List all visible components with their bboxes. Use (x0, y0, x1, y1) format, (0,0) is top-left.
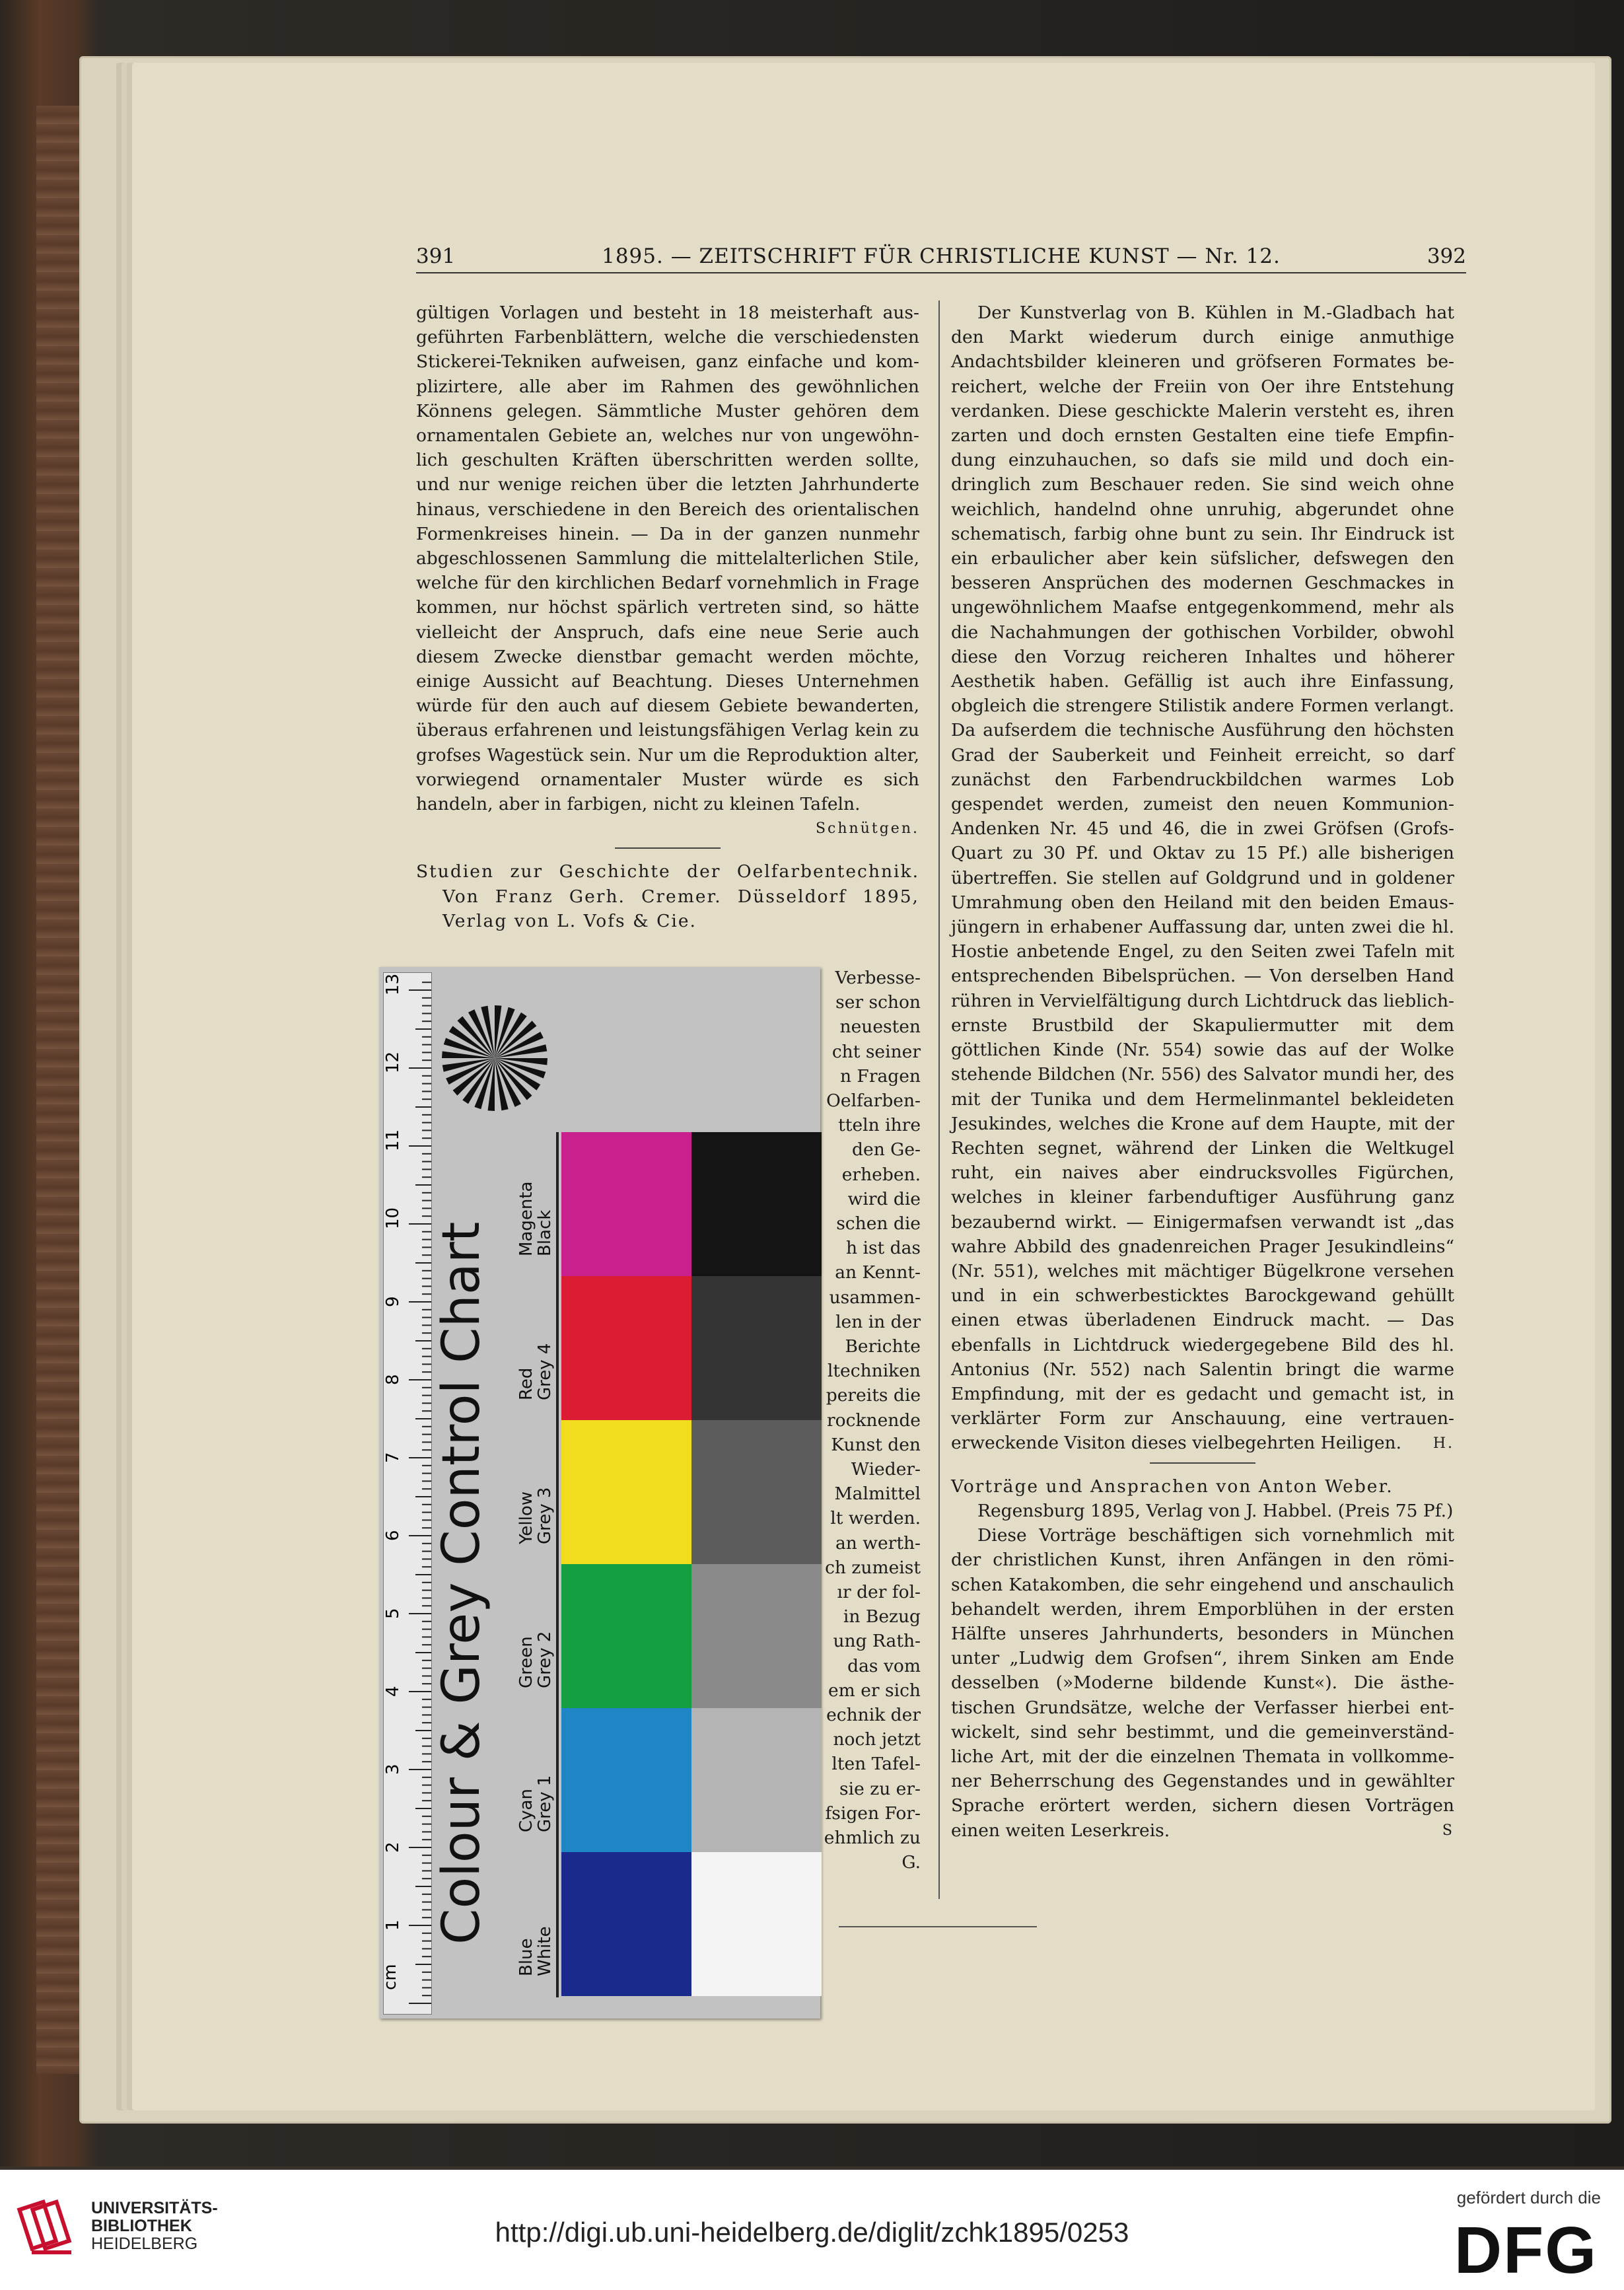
left-column (416, 301, 919, 933)
color-label: Magenta (516, 1181, 536, 1256)
text-fragment: ır der fol- (837, 1582, 921, 1602)
section-separator (615, 847, 721, 849)
text-fragment: lten Tafel- (831, 1754, 921, 1775)
review-subheading-weber: Regensburg 1895, Verlag von J. Habbel. (Preis 75 Pf.) (977, 1500, 1454, 1521)
permalink-url[interactable]: http://digi.ub.uni-heidelberg.de/diglit/zchk1895/0253 (495, 2217, 1129, 2248)
text-fragment: Kunst den (831, 1434, 921, 1455)
registration-starburst-icon (442, 1005, 547, 1111)
grey-swatch (691, 1132, 822, 1276)
text-fragment: ehmlich zu (824, 1828, 921, 1848)
text-fragment: usammen- (829, 1287, 921, 1308)
text-fragment: G. (901, 1852, 921, 1873)
text-fragment: an Kennt- (835, 1262, 921, 1283)
signature-h: H. (1432, 1435, 1454, 1452)
grey-label: Grey 1 (535, 1775, 555, 1832)
right-column (951, 301, 1454, 1843)
text-fragment: ung Rath- (833, 1631, 921, 1652)
library-line-1: UNIVERSITÄTS- (91, 2199, 218, 2217)
grey-swatch (691, 1564, 822, 1708)
label-strip (556, 1132, 559, 1997)
text-fragment: echnik der (826, 1705, 921, 1725)
text-fragment: ch zumeist (825, 1557, 921, 1578)
funding-note: gefördert durch die (1456, 2188, 1601, 2207)
text-fragment: lt werden. (830, 1508, 921, 1529)
text-fragment: fsigen For- (825, 1803, 921, 1824)
color-swatch (561, 1420, 691, 1564)
color-swatch (561, 1564, 691, 1708)
text-fragment: erheben. (841, 1164, 921, 1185)
text-fragment: tteln ihre (838, 1115, 921, 1136)
ruler-number: 10 (383, 1207, 403, 1229)
section-separator (1150, 1462, 1255, 1464)
signature-schnuetgen: Schnütgen. (815, 820, 919, 838)
ruler-ticks (380, 973, 431, 2014)
page-number-right: 392 (1427, 244, 1466, 268)
grey-label: Grey 4 (535, 1343, 555, 1400)
ruler-number: 7 (383, 1452, 403, 1463)
page-number-left: 391 (416, 244, 456, 268)
text-fragment: noch jetzt (833, 1729, 921, 1750)
grey-swatch (691, 1420, 822, 1564)
text-fragment: an werth- (835, 1532, 921, 1554)
grey-label: Grey 3 (535, 1487, 555, 1544)
ruler-unit-label: cm (380, 1964, 400, 1990)
signature-s: S (1442, 1822, 1454, 1839)
ruler-number: 6 (383, 1530, 403, 1541)
dfg-logo: DFG (1454, 2213, 1598, 2287)
text-fragment: cht seiner (831, 1041, 921, 1062)
color-swatch (561, 1276, 691, 1420)
grey-label: Grey 2 (535, 1631, 555, 1688)
text-fragment: sie zu er- (839, 1778, 921, 1799)
text-fragment: in Bezug (843, 1606, 921, 1628)
text-fragment: neuesten (839, 1017, 921, 1038)
color-label: Blue (516, 1938, 536, 1976)
text-fragment: n Fragen (839, 1065, 921, 1087)
grey-swatch (691, 1276, 822, 1420)
right-paragraph-1: Der Kunstverlag von B. Kühlen in M.-Gladbach hat den Markt wiederum durch einige anmuthige Andachtsbilder kleineren und gröfseren Formates bereichert, welche der Freiin von Oer ihre Entstehung verdanken. Diese geschickte Malerin versteht es, ihren zarten und doch ernsten Gestalten eine tiefe Empfindung einzuhauchen, so dafs sie mild und doch eindringlich zum Beschauer reden. Sie sind weich ohne weichlich, handelnd ohne unruhig, abgerundet ohne schematisch, farbig ohne bunt zu sein. Ihr Eindruck ist ein erbaulicher aber kein süfslicher, defswegen den besseren Ansprüchen des modernen Geschmackes in ungewöhnlichem Maafse entgegenkommend, mehr als die Nachahmungen der gothischen Vorbilder, obwohl diese den Vorzug reicheren Inhaltes und höherer Aesthetik haben. Gefällig ist auch ihre Einfassung, obgleich die strengere Stilistik andere Formen verlangt. Da aufserdem die technische Ausführung den höchsten Grad der Sauberkeit und Feinheit erreicht, so darf zunächst den Farbendruckbildchen warmes Lob gespendet werden, zumeist den neuen Kommunion-Andenken Nr. 45 und 46, die in zwei Gröfsen (Grofs-Quart zu 30 Pf. und Oktav zu 15 Pf.) alle bisherigen übertreffen. Sie stellen auf Goldgrund und in goldener Umrahmung oben den Heiland mit den beiden Emausjüngern in erhabener Auffassung dar, unten zwei die hl. Hostie anbetende Engel, zu den Seiten zwei Tafeln mit entsprechenden Bibelsprüchen. — Von derselben Hand rühren in Vervielfältigung durch Lichtdruck das lieblich-ernste Brustbild der Skapuliermutter mit dem göttlichen Kinde (Nr. 554) sowie das auf der Wolke stehende Bildchen (Nr. 556) des Salvator mundi her, des mit der Tunika und dem Hermelinmantel bekleideten Jesukindes, welches die Krone auf dem Haupte, mit der Rechten segnet, während der Linken die Weltkugel ruht, ein naives aber eindrucksvolles Figürchen, welches in kleiner farbenduftiger Ausführung ganz bezaubernd wirkt. — Einigermafsen verwandt ist „das wahre Abbild des gnadenreichen Prager Jesukindleins“ (Nr. 551), welches mit mächtiger Bügelkrone versehen und in ein schwerbesticktes Barockgewand gehüllt einen etwas überladenen Eindruck macht. — Das ebenfalls in Lichtdruck wiedergegebene Bild des hl. Antonius (Nr. 552) nach Salentin bringt die warme Empfindung, mit der es gedacht und gemacht ist, in verklärter Form zur Anschauung, eine vertrauenerweckende Visiton dieses vielbegehrten Heiligen. (951, 303, 1454, 1454)
color-label: Red (516, 1367, 536, 1400)
ruler-number: 4 (383, 1686, 403, 1697)
library-line-2: BIBLIOTHEK (91, 2217, 192, 2235)
text-fragment: ser schon (835, 992, 921, 1013)
running-header (416, 244, 1466, 273)
color-label: Yellow (516, 1491, 536, 1544)
color-swatch (561, 1852, 691, 1996)
text-fragment: pereits die (826, 1385, 921, 1406)
color-control-chart (379, 967, 820, 2019)
color-swatch (561, 1132, 691, 1276)
bottom-rule (839, 1926, 1037, 1927)
color-swatch (561, 1708, 691, 1852)
grey-label: Black (535, 1209, 555, 1256)
journal-title: 1895. — ZEITSCHRIFT FÜR CHRISTLICHE KUNST — Nr. 12. (602, 244, 1281, 268)
grey-swatch (691, 1708, 822, 1852)
column-divider (938, 301, 940, 1899)
grey-swatch (691, 1852, 822, 1996)
text-fragment: Malmittel (834, 1484, 921, 1505)
left-paragraph-1: gültigen Vorlagen und besteht in 18 meisterhaft ausgeführten Farbenblättern, welche die verschiedensten Stickerei-Tekniken aufweisen, ganz einfache und komplizirtere, alle aber im Rahmen des gewöhnlichen Könnens gelegen. Sämmtliche Muster gehören dem ornamentalen Gebiete an, welches nur von ungewöhnlich geschulten Kräften überschritten werden sollte, und nur wenige reichen über die letzten Jahrhunderte hinaus, verschiedene in den Bereich des orientalischen Formenkreises hinein. — Da in der ganzen nunmehr abgeschlossenen Sammlung die mittelalterlichen Stile, welche für den kirchlichen Bedarf vornehmlich in Frage kommen, nur höchst spärlich vertreten sind, so hätte vielleicht der Anspruch, dafs eine neue Serie auch diesem Zwecke dienstbar gemacht werden möchte, einige Aussicht auf Beachtung. Dieses Unternehmen würde für den auch auf diesem Gebiete bewanderten, überaus erfahrenen und leistungsfähigen Verlag kein zu grofses Wagestück sein. Nur um die Reproduktion alter, vorwiegend ornamentaler Muster würde es sich handeln, aber in farbigen, nicht zu kleinen Tafeln. (416, 303, 919, 815)
cm-ruler (380, 972, 432, 2015)
chart-title: Colour & Grey Control Chart (432, 1221, 491, 1945)
text-fragment: Berichte (845, 1336, 921, 1357)
ruler-number: 1 (383, 1919, 403, 1931)
text-fragment: Verbesse- (835, 968, 921, 988)
ruler-number: 9 (383, 1296, 403, 1307)
review-heading-weber: Vorträge und Ansprachen von Anton Weber. (951, 1476, 1394, 1497)
ruler-number: 8 (383, 1374, 403, 1385)
text-fragment: len in der (835, 1311, 921, 1332)
right-paragraph-2: Diese Vorträge beschäftigen sich vornehmlich mit der christlichen Kunst, ihren Anfängen in den römischen Katakomben, die sehr eingehend und anschaulich behandelt werden, ihrem Emporblühen in der ersten Hälfte unseres Jahrhunderts, besonders in München unter „Ludwig dem Grofsen“, ihrem Sinken am Ende desselben (»Moderne bildende Kunst«). Die ästhetischen Grundsätze, welche der Verfasser hierbei entwickelt, sind sehr bestimmt, und die gemeinverständliche Art, mit der die einzelnen Themata in vollkommener Beherrschung des Gegenstandes und in gewählter Sprache erörtert werden, sichern diesen Vorträgen einen weiten Leserkreis. (951, 1525, 1454, 1841)
color-label: Green (516, 1636, 536, 1688)
text-fragment: Oelfarben- (826, 1091, 921, 1111)
review-heading-cremer: Studien zur Geschichte der Oelfarbentechnik. Von Franz Gerh. Cremer. Düsseldorf 1895, Verlag von L. Vofs & Cie. (416, 861, 919, 931)
text-fragment: wird die (847, 1188, 921, 1209)
text-fragment: em er sich (828, 1680, 921, 1701)
ruler-number: 3 (383, 1764, 403, 1775)
text-fragment: schen die (836, 1213, 921, 1234)
text-fragment: h ist das (845, 1238, 921, 1259)
text-fragment: rocknende (827, 1410, 921, 1431)
text-fragment: das vom (847, 1655, 921, 1676)
library-line-3: HEIDELBERG (91, 2235, 198, 2253)
ruler-number: 5 (383, 1608, 403, 1619)
grey-label: White (535, 1926, 555, 1976)
ruler-number: 13 (383, 973, 403, 995)
ruler-number: 11 (383, 1129, 403, 1151)
ruler-number: 2 (383, 1842, 403, 1853)
ruler-number: 12 (383, 1051, 403, 1073)
text-fragment: ltechniken (827, 1361, 921, 1382)
text-fragment: den Ge- (852, 1139, 921, 1161)
text-fragment: Wieder- (851, 1459, 921, 1480)
color-label: Cyan (516, 1789, 536, 1832)
